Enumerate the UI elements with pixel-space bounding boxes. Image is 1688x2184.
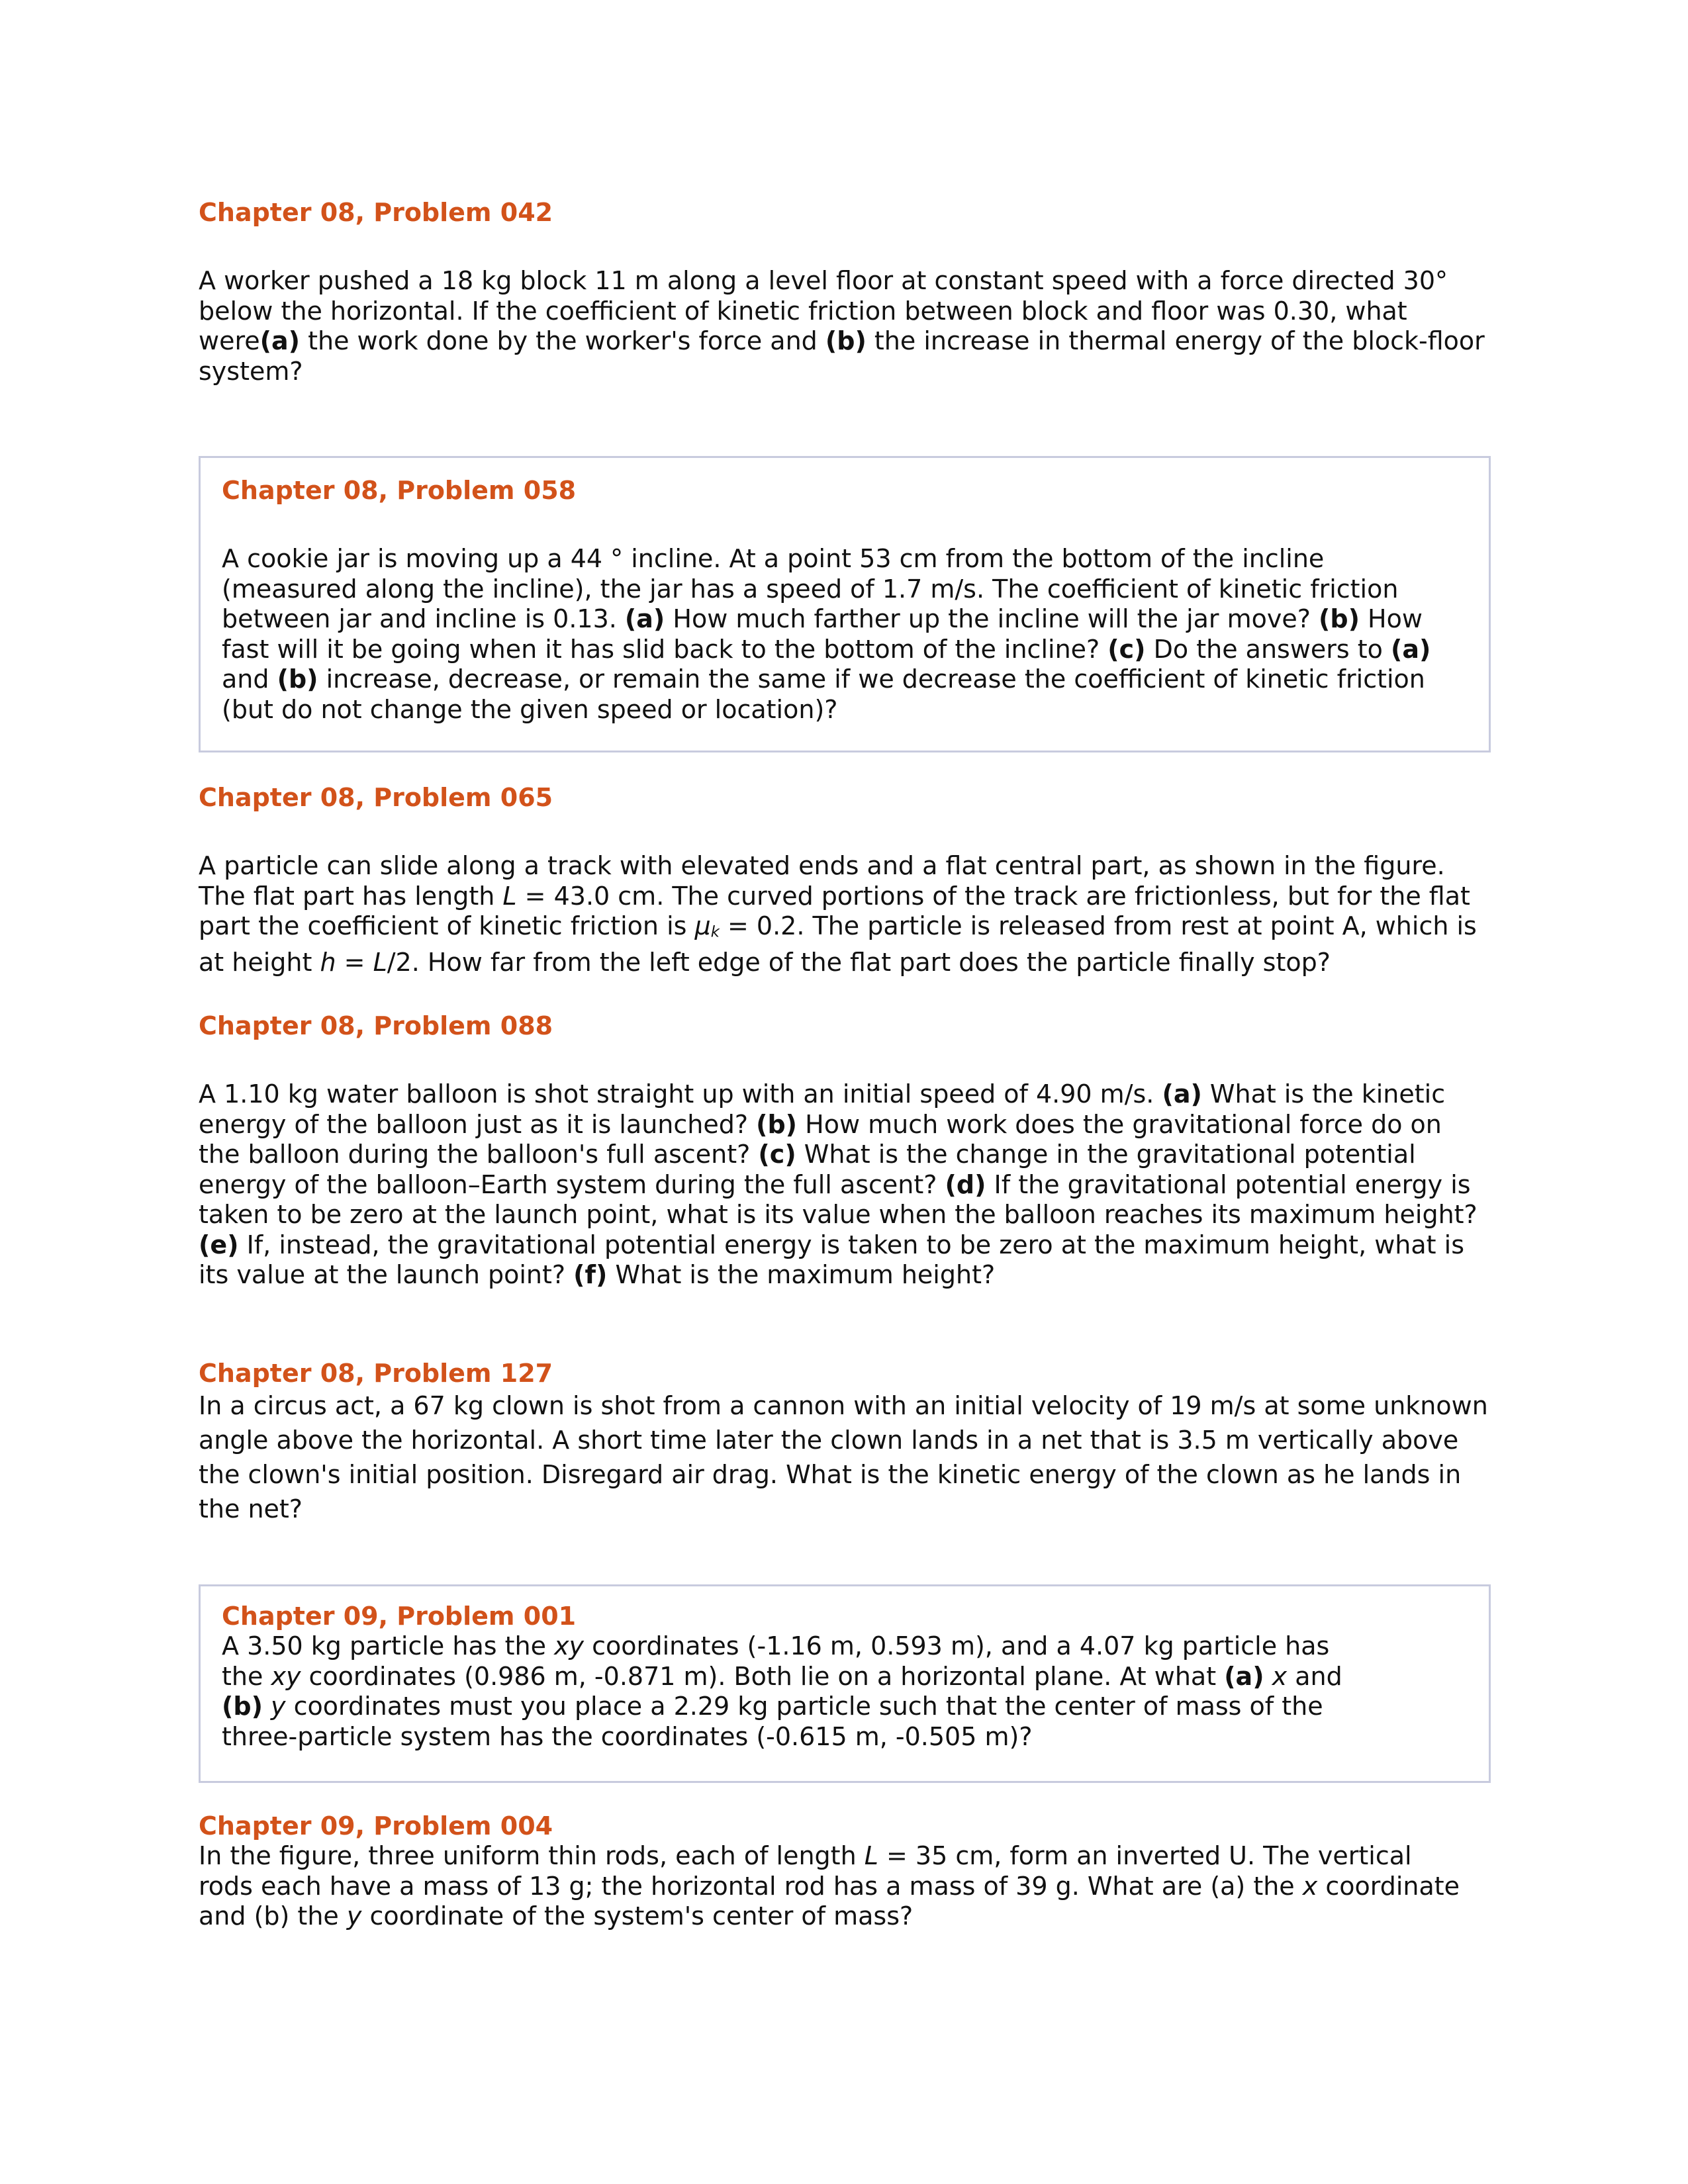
problem-text: A worker pushed a 18 kg block 11 m along a level floor at constant speed with a force directed 30° below the horizontal. If the coefficient of kinetic friction between block and floor was 0.30, what were(a) the work done by the worker's force and (b) the increase in thermal energy of the block-floor system?: [199, 266, 1485, 386]
problem-block: [199, 1358, 1489, 1526]
problem-title: Chapter 08, Problem 058: [222, 476, 577, 505]
problem-block: [199, 782, 1489, 978]
problem-title: Chapter 09, Problem 001: [222, 1602, 577, 1631]
problem-title: Chapter 09, Problem 004: [199, 1811, 553, 1841]
problem-text: A 3.50 kg particle has the xy coordinates (-1.16 m, 0.593 m), and a 4.07 kg particle has the xy coordinates (0.986 m, -0.871 m). Both lie on a horizontal plane. At what (a) x and (b) y coordinates must you place a 2.29 kg particle such that the center of mass of the three-particle system has the coordinates (-0.615 m, -0.505 m)?: [222, 1631, 1342, 1751]
problem-title: Chapter 08, Problem 042: [199, 198, 553, 227]
problem-block: [199, 197, 1489, 387]
problem-title: Chapter 08, Problem 065: [199, 783, 553, 812]
problem-text: A 1.10 kg water balloon is shot straight up with an initial speed of 4.90 m/s. (a) What is the kinetic energy of the balloon just as it is launched? (b) How much work does the gravitational force do on the balloon during the balloon's full ascent? (c) What is the change in the gravitational potential energy of the balloon–Earth system during the full ascent? (d) If the gravitational potential energy is taken to be zero at the launch point, what is its value when the balloon reaches its maximum height? (e) If, instead, the gravitational potential energy is taken to be zero at the maximum height, what is its value at the launch point? (f) What is the maximum height?: [199, 1079, 1477, 1289]
problem-title: Chapter 08, Problem 127: [199, 1359, 553, 1388]
problem-text: A particle can slide along a track with elevated ends and a flat central part, as shown in the figure. The flat part has length L = 43.0 cm. The curved portions of the track are frictionless, but for the flat part the coefficient of kinetic friction is $\mu_k = 0.2$. The particle is released from rest at point A, which is at height h = L/2. How far from the left edge of the flat part does the particle finally stop?: [199, 851, 1477, 977]
problem-text: In a circus act, a 67 kg clown is shot from a cannon with an initial velocity of 19 m/s at some unknown angle above the horizontal. A short time later the clown lands in a net that is 3.5 m vertically above the clown's initial position. Disregard air drag. What is the kinetic energy of the clown as he lands in the net?: [199, 1391, 1488, 1524]
problem-text: In the figure, three uniform thin rods, each of length L = 35 cm, form an inverted U. The vertical rods each have a mass of 13 g; the horizontal rod has a mass of 39 g. What are (a) the x coordinate and (b) the y coordinate of the system's center of mass?: [199, 1841, 1460, 1931]
problem-box: [199, 456, 1491, 752]
problem-text: A cookie jar is moving up a 44 ° incline. At a point 53 cm from the bottom of the incline (measured along the incline), the jar has a speed of 1.7 m/s. The coefficient of kinetic friction between jar and incline is 0.13. (a) How much farther up the incline will the jar move? (b) How fast will it be going when it has slid back to the bottom of the incline? (c) Do the answers to (a) and (b) increase, decrease, or remain the same if we decrease the coefficient of kinetic friction (but do not change the given speed or location)?: [222, 544, 1431, 724]
problem-block: [199, 1811, 1489, 1932]
problem-block: [199, 1011, 1489, 1291]
problem-box: [199, 1584, 1491, 1783]
problem-title: Chapter 08, Problem 088: [199, 1011, 553, 1040]
